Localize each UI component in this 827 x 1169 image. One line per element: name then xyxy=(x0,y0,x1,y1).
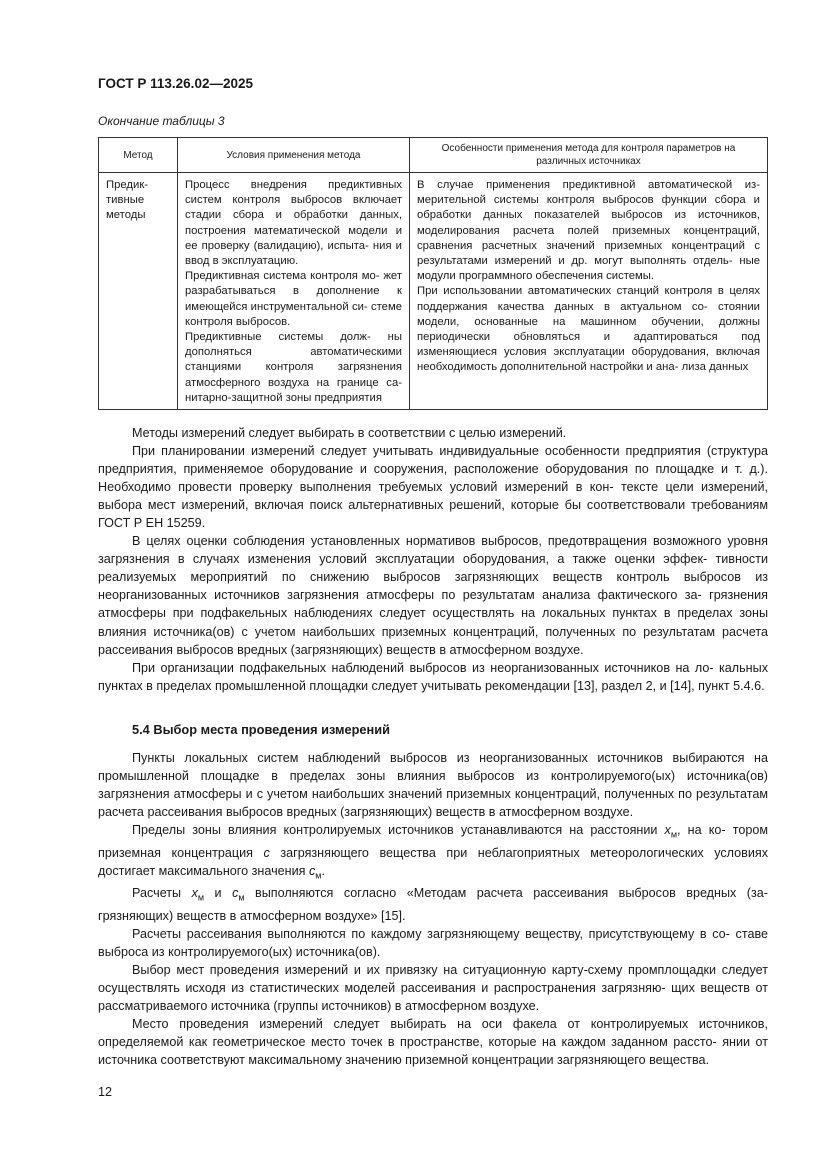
conditions-paragraph: Процесс внедрения предиктивных систем контроля выбросов включает стадии сбора и обработки данных, построения математической модели и ее проверку (валидацию), испыта- ния и ввод в эксплуатацию. xyxy=(185,179,402,268)
subscript: м xyxy=(315,870,322,881)
subscript: м xyxy=(197,892,205,903)
standard-code: ГОСТ Р 113.26.02—2025 xyxy=(98,76,253,91)
text-run: Расчеты xyxy=(132,886,192,901)
paragraph: Методы измерений следует выбирать в соответствии с целью измерений. xyxy=(132,426,567,440)
text-run: загрязняющего вещества при неблагоприятных метеорологических условиях достигает максимального значения xyxy=(98,845,768,878)
table-header-row xyxy=(99,138,768,173)
subscript: м xyxy=(238,892,245,903)
variable-c: c xyxy=(308,863,316,878)
text-run: . xyxy=(321,863,325,878)
variable-x: x xyxy=(664,822,671,837)
paragraph: Расчеты рассеивания выполняются по каждому загрязняющему веществу, присутствующему в со- ставе выброса из контролируемого(ых) источника(ов). xyxy=(98,926,768,959)
subscript: м xyxy=(670,829,678,840)
text-run: выполняются согласно «Методам расчета рассеивания выбросов вредных (за- грязняющих) веществ в атмосферном воздухе» [15]. xyxy=(98,886,768,923)
features-cell xyxy=(410,173,768,410)
method-name: Предик- тивные методы xyxy=(106,179,149,222)
column-header-features: Особенности применения метода для контроля параметров на различных источниках xyxy=(410,138,768,173)
variable-x: x xyxy=(191,886,198,901)
paragraph: При организации подфакельных наблюдений выбросов из неорганизованных источников на ло- кальных пунктах в пределах промышленной площадки следует учитывать рекомендации [13], раздел 2, и [14], пункт 5.4.6. xyxy=(98,660,768,693)
variable-c: c xyxy=(232,886,239,901)
methods-table xyxy=(98,137,768,410)
features-paragraph: В случае применения предиктивной автоматической из- мерительной системы контроля выбросов функции сбора и обработки данных показателей выбросов из источников, моделирования расчета полей приземных концентраций, сравнения расчетных значений приземных концентраций с результатами измерений и др. могут выполнять отдель- ные модули программного обеспечения системы. xyxy=(417,179,760,283)
page-number: 12 xyxy=(98,1085,113,1099)
table-row xyxy=(99,173,768,410)
section-heading: 5.4 Выбор места проведения измерений xyxy=(132,721,391,737)
paragraph xyxy=(98,821,768,884)
text-run: и xyxy=(204,886,233,901)
paragraph: При планировании измерений следует учитывать индивидуальные особенности предприятия (структура предприятия, применяемое оборудование и сооружения, расположение оборудования по площадке и т. д.). Необходимо провести проверку выполнения требуемых условий измерений в кон- тексте цели измерений, выбора мест измерений, включая поиск альтернативных решений, которые бы соответствовали требованиям ГОСТ Р ЕН 15259. xyxy=(98,444,768,531)
text-run: Пределы зоны влияния контролируемых источников устанавливаются на расстоянии xyxy=(132,822,665,837)
features-paragraph: При использовании автоматических станций контроля в целях поддержания качества данных в актуальном со- стоянии модели, основанные на машинном обучении, должны периодически обновляться и адаптироваться под изменяющиеся условия эксплуатации оборудования, включая необходимость дополнительной настройки и ана- лиза данных xyxy=(417,285,760,374)
variable-c: c xyxy=(263,845,270,860)
table-caption: Окончание таблицы 3 xyxy=(98,114,225,128)
column-header-method: Метод xyxy=(99,138,178,173)
paragraph xyxy=(98,884,768,925)
column-header-conditions: Условия применения метода xyxy=(178,138,410,173)
conditions-cell xyxy=(178,173,410,410)
body-text xyxy=(98,424,768,1069)
paragraph: Место проведения измерений следует выбирать на оси факела от контролируемых источников, определяемой как геометрическое место точек в пространстве, которые на каждом заданном рассто- янии от источника соответствуют максимальному значению приземной концентрации загрязняющего вещества. xyxy=(98,1016,768,1068)
paragraph: Пункты локальных систем наблюдений выбросов из неорганизованных источников выбираются на промышленной площадке в пределах зоны влияния выбросов из контролируемого(ых) источника(ов) загрязнения атмосферы и с учетом наибольших значений приземных концентраций, полученных по результатам расчета рассеивания выбросов вредных (загрязняющих) веществ в атмосферном воздухе. xyxy=(98,750,768,819)
conditions-paragraph: Предиктивные системы долж- ны дополняться автоматическими станциями контроля загрязнения атмосферного воздуха на границе са- нитарно-защитной зоны предприятия xyxy=(185,331,402,404)
text-run: , на ко- тором приземная концентрация xyxy=(98,822,768,860)
method-cell xyxy=(99,173,178,410)
conditions-paragraph: Предиктивная система контроля мо- жет разрабатываться в дополнение к имеющейся инструментальной си- стеме контроля выбросов. xyxy=(185,270,402,328)
paragraph: В целях оценки соблюдения установленных нормативов выбросов, предотвращения возможного уровня загрязнения в случаях изменения условий эксплуатации оборудования, а также оценки эффек- тивности реализуемых мероприятий по снижению выбросов загрязняющих веществ контроль выбросов из неорганизованных источников загрязнения атмосферы по результатам анализа фактического за- грязнения атмосферы при подфакельных наблюдениях следует осуществлять на локальных пунктах в пределах зоны влияния источника(ов) с учетом наибольших приземных концентраций, полученных по результатам расчета рассеивания выбросов вредных (загрязняющих) веществ в атмосферном воздухе. xyxy=(98,534,768,657)
paragraph: Выбор мест проведения измерений и их привязку на ситуационную карту-схему промплощадки следует осуществлять исходя из статистических моделей рассеивания и распространения загрязняю- щих веществ от рассматриваемого источника (группы источников) в атмосферном воздухе. xyxy=(98,962,768,1013)
